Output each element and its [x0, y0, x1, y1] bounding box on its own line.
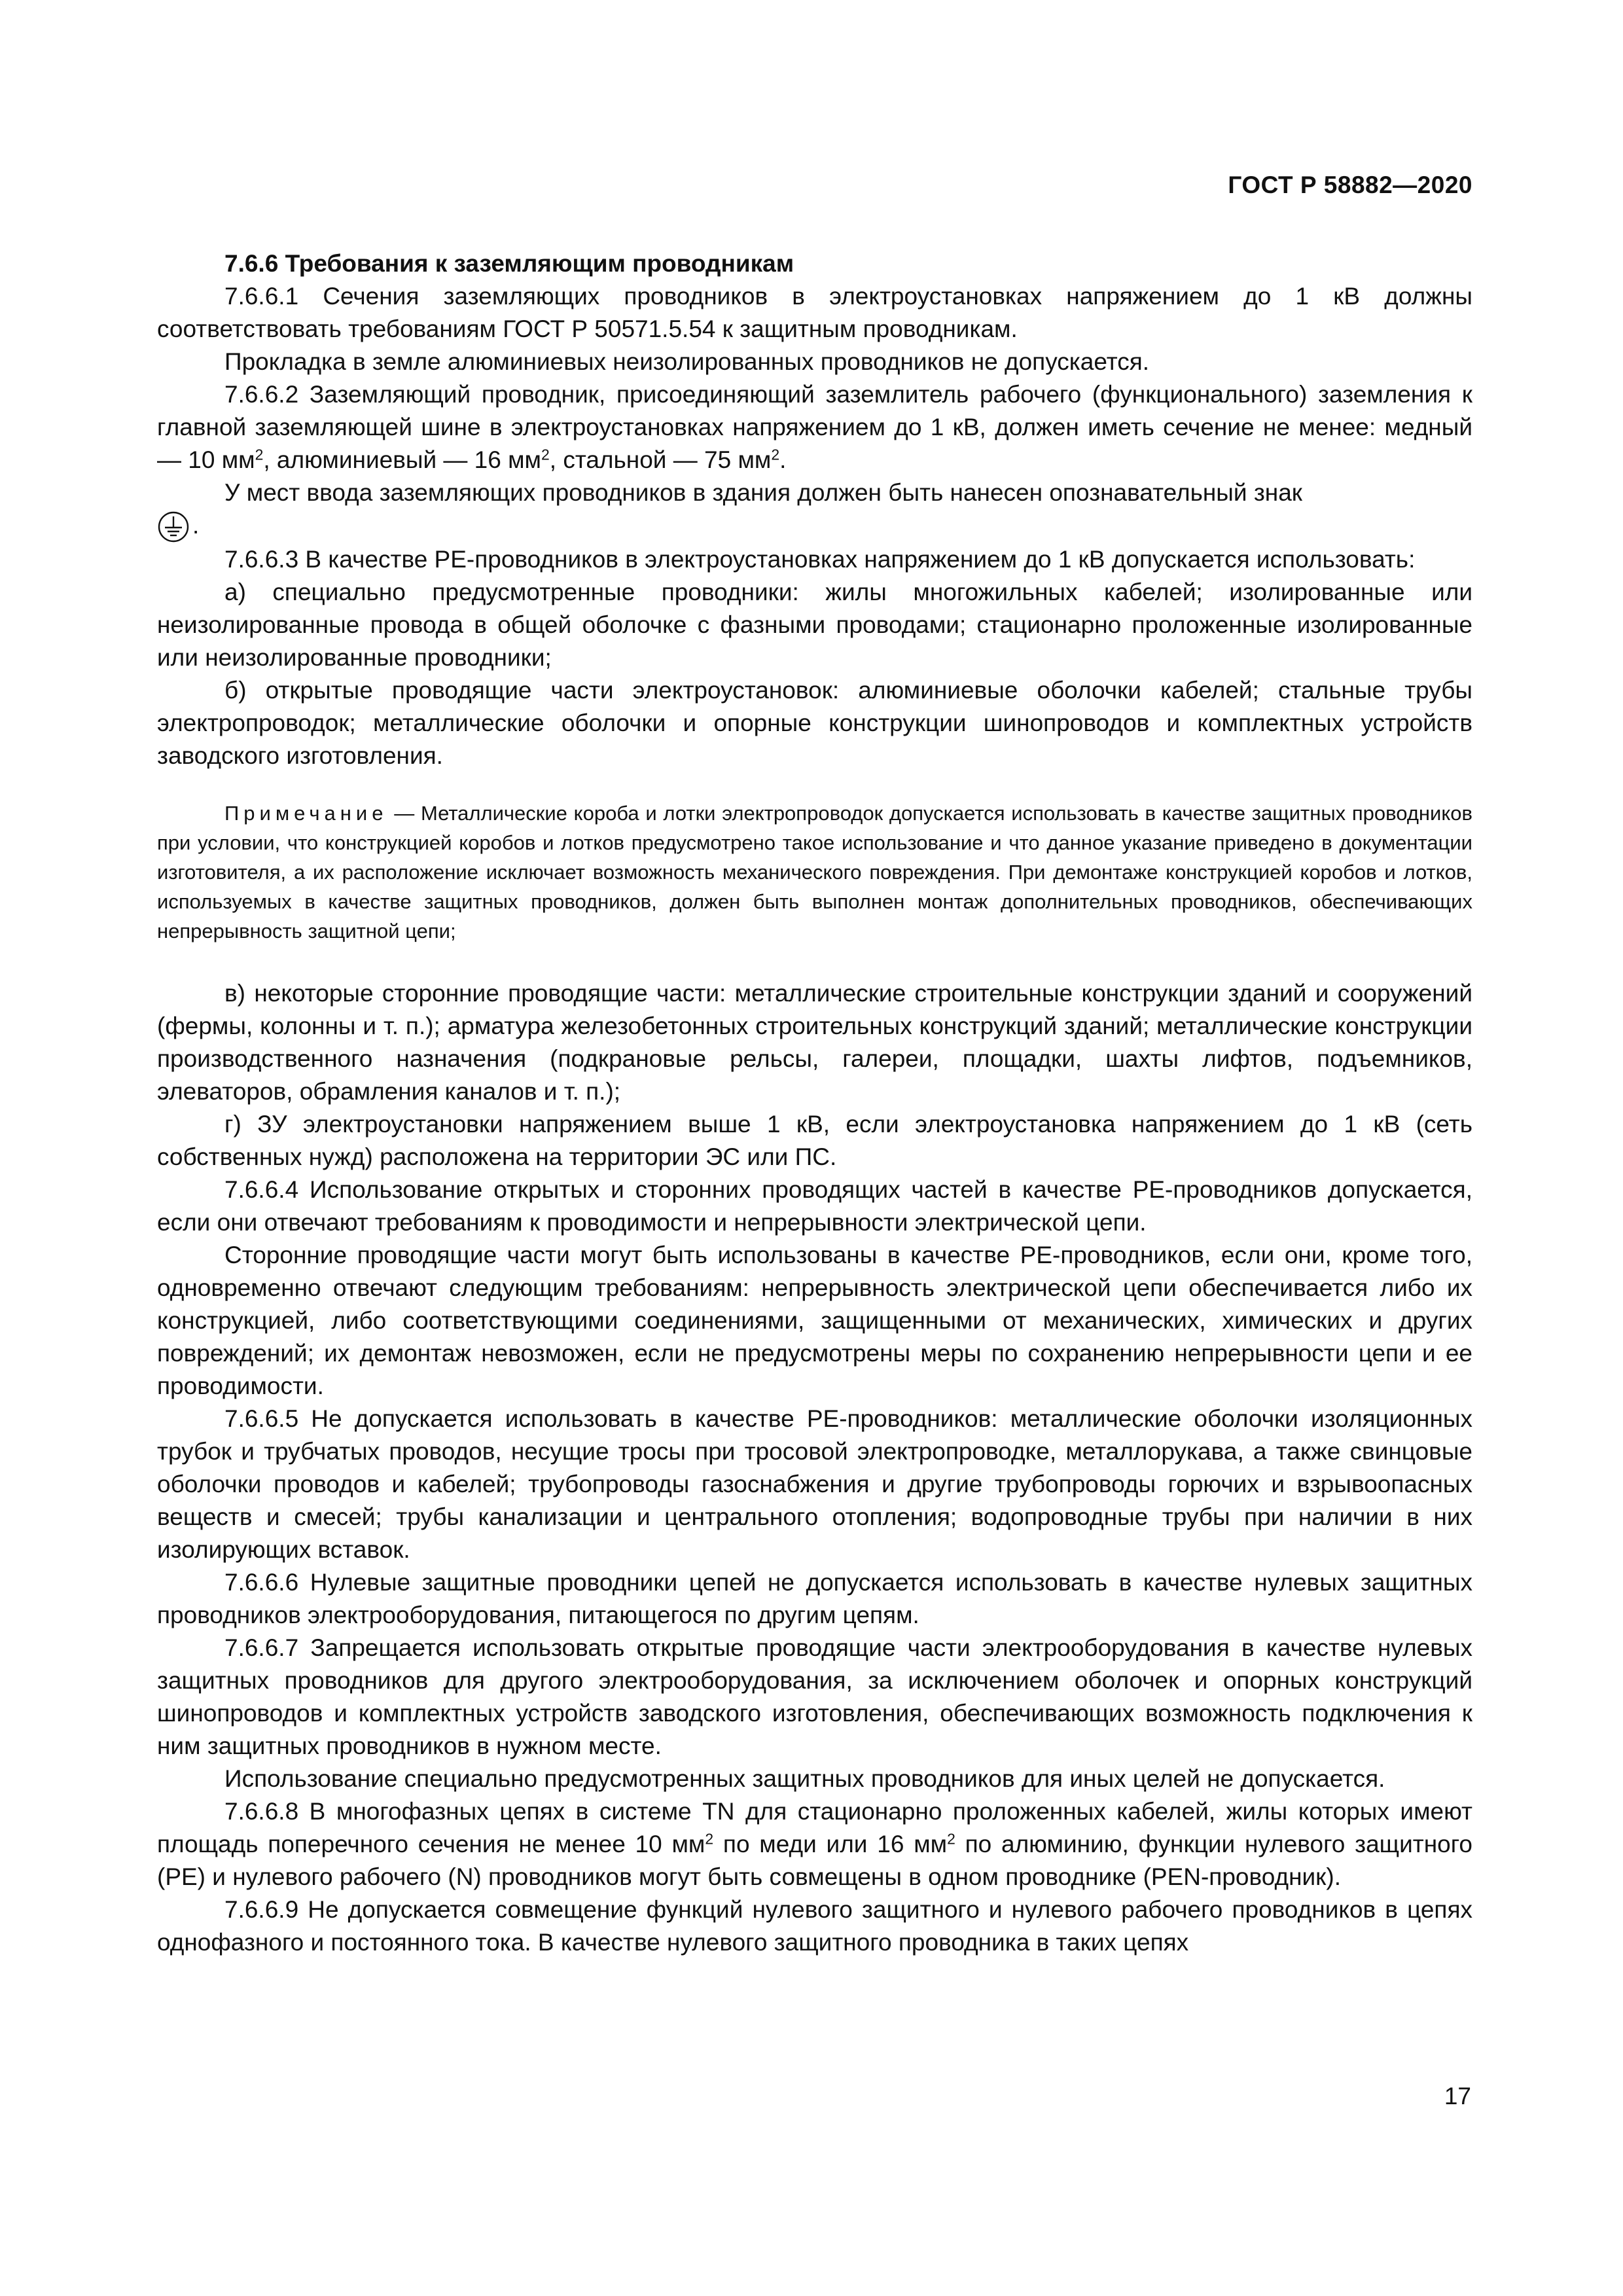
paragraph-7-6-6-5: 7.6.6.5 Не допускается использовать в качестве PE-проводников: металлические оболочки изоляционных трубок и трубчатых проводов, несущие тросы при тросовой электропроводке, металлорукава, а также свинцовые оболочки проводов и кабелей; трубопроводы газоснабжения и другие трубопроводы горючих и взрывоопасных веществ и смесей; трубы канализации и центрального отопления; водопроводные трубы при наличии в них изолирующих вставок. — [157, 1405, 1472, 1564]
paragraph-7-6-6-7: 7.6.6.7 Запрещается использовать открытые проводящие части электрооборудования в качестве нулевых защитных проводников для другого электрооборудования, за исключением оболочек и опорных конструкций шинопроводов и комплектных устройств заводского изготовления, обеспечивающих возможность подключения к ним защитных проводников в нужном месте. — [157, 1634, 1472, 1760]
list-item-v: в) некоторые сторонние проводящие части: металлические строительные конструкции зданий и сооружений (фермы, колонны и т. п.); арматура железобетонных строительных конструкций зданий; металлические конструкции производственного назначения (подкрановые рельсы, галереи, площадки, шахты лифтов, подъемников, элеваторов, обрамления каналов и т. п.); — [157, 980, 1472, 1105]
paragraph-7-6-6-2: 7.6.6.2 Заземляющий проводник, присоединяющий заземлитель рабочего (функционального) заземления к главной заземляющей шине в электроустановках напряжением до 1 кВ, должен иметь сечение не менее: медный — 10 $мм^2$, алюминиевый — 16 $мм^2$, стальной — 75 $мм^2$. — [157, 381, 1472, 473]
sign-line: . — [157, 509, 1472, 543]
section-heading: 7.6.6 Требования к заземляющим проводникам — [224, 250, 794, 277]
note-label: Примечание — [224, 802, 388, 825]
paragraph-aluminium-ban: Прокладка в земле алюминиевых неизолированных проводников не допускается. — [224, 348, 1150, 375]
paragraph-7-6-6-8: 7.6.6.8 В многофазных цепях в системе TN для стационарно проложенных кабелей, жилы которых имеют площадь поперечного сечения не менее 10 $мм^2$ по меди или 16 $мм^2$ по алюминию, функции нулевого защитного (PE) и нулевого рабочего (N) проводников могут быть совмещены в одном проводнике (PEN-проводник). — [157, 1798, 1472, 1891]
list-item-b: б) открытые проводящие части электроустановок: алюминиевые оболочки кабелей; стальные трубы электропроводок; металлические оболочки и опорные конструкции шинопроводов и комплектных устройств заводского изготовления. — [157, 677, 1472, 770]
paragraph-7-6-6-1: 7.6.6.1 Сечения заземляющих проводников в электроустановках напряжением до 1 кВ должны соответствовать требованиям ГОСТ Р 50571.5.54 к защитным проводникам. — [157, 283, 1472, 342]
note-block — [157, 798, 1472, 946]
paragraph-7-6-6-9: 7.6.6.9 Не допускается совмещение функций нулевого защитного и нулевого рабочего проводников в цепях однофазного и постоянного тока. В качестве нулевого защитного проводника в таких цепях — [157, 1896, 1472, 1956]
paragraph-special-conductors: Использование специально предусмотренных защитных проводников для иных целей не допускается. — [224, 1765, 1385, 1793]
list-item-g: г) ЗУ электроустановки напряжением выше 1 кВ, если электроустановка напряжением до 1 кВ (сеть собственных нужд) расположена на территории ЭС или ПС. — [157, 1111, 1472, 1171]
paragraph-7-6-6-3: 7.6.6.3 В качестве PE-проводников в электроустановках напряжением до 1 кВ допускается использовать: — [224, 546, 1416, 573]
document-id-header: ГОСТ Р 58882—2020 — [1228, 171, 1472, 198]
document-body — [157, 247, 1472, 1959]
paragraph-identification-sign: У мест ввода заземляющих проводников в здания должен быть нанесен опознавательный знак — [224, 479, 1302, 506]
paragraph-third-party-parts: Сторонние проводящие части могут быть использованы в качестве PE-проводников, если они, кроме того, одновременно отвечают следующим требованиям: непрерывность электрической цепи обеспечивается либо их конструкцией, либо соответствующими соединениями, защищенными от механических, химических и других повреждений; их демонтаж невозможен, если не предусмотрены меры по сохранению непрерывности цепи и ее проводимости. — [157, 1242, 1472, 1400]
protective-earth-icon — [157, 511, 190, 543]
note-text: — Металлические короба и лотки электропроводок допускается использовать в качестве защитных проводников при условии, что конструкцией коробов и лотков предусмотрено такое использование и что данное указание приведено в документации изготовителя, а их расположение исключает возможность механического повреждения. При демонтаже конструкцией коробов и лотков, используемых в качестве защитных проводников, должен быть выполнен монтаж дополнительных проводников, обеспечивающих непрерывность защитной цепи; — [157, 802, 1472, 943]
note-paragraph — [157, 798, 1472, 946]
paragraph-7-6-6-6: 7.6.6.6 Нулевые защитные проводники цепей не допускается использовать в качестве нулевых защитных проводников электрооборудования, питающегося по другим цепям. — [157, 1569, 1472, 1629]
list-item-a: а) специально предусмотренные проводники: жилы многожильных кабелей; изолированные или неизолированные провода в общей оболочке с фазными проводами; стационарно проложенные изолированные или неизолированные проводники; — [157, 579, 1472, 672]
paragraph-7-6-6-4: 7.6.6.4 Использование открытых и сторонних проводящих частей в качестве PE-проводников допускается, если они отвечают требованиям к проводимости и непрерывности электрической цепи. — [157, 1176, 1472, 1236]
page-number: 17 — [1444, 2083, 1471, 2109]
